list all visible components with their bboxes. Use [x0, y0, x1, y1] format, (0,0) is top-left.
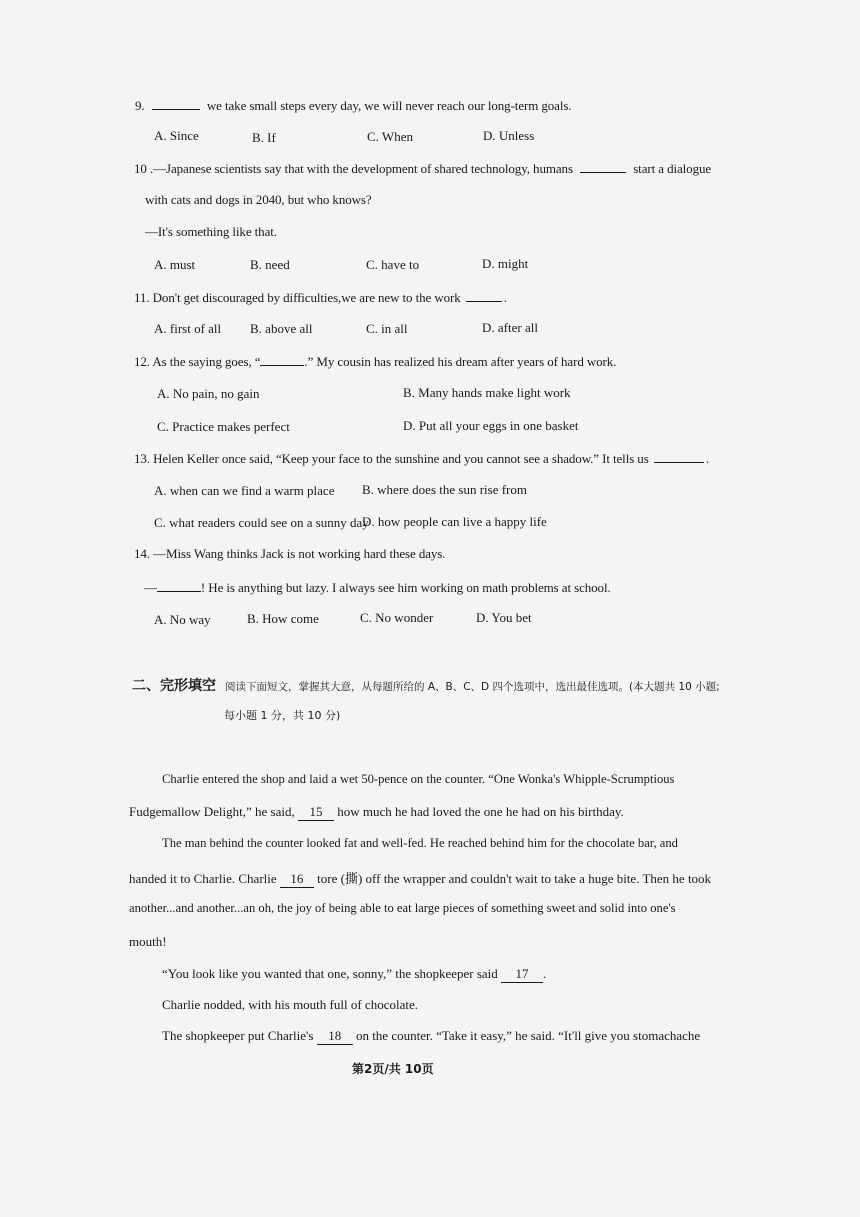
- passage-text: The shopkeeper put Charlie's: [162, 1028, 314, 1043]
- option-b: B. need: [250, 257, 290, 272]
- answer-blank: [260, 353, 304, 366]
- question-text: Helen Keller once said, “Keep your face to the sunshine and you cannot see a shadow.” It tells us: [153, 451, 649, 466]
- option-b: B. How come: [247, 611, 319, 626]
- passage-line: Charlie nodded, with his mouth full of chocolate.: [162, 997, 418, 1012]
- section-title: 二、完形填空: [132, 678, 216, 694]
- passage-text: Fudgemallow Delight,” he said,: [129, 804, 295, 819]
- option-c: C. When: [367, 129, 413, 144]
- section-instruction: 阅读下面短文，掌握其大意，从每题所给的 A、B、C、D 四个选项中，选出最佳选项。(本大题共 10 小题;: [225, 681, 720, 693]
- question-text: As the saying goes, “: [152, 354, 261, 369]
- passage-line: [162, 1028, 700, 1045]
- blank-15: 15: [298, 804, 334, 821]
- question-number: 12.: [134, 354, 150, 369]
- question-10: [134, 160, 711, 177]
- answer-blank: [466, 289, 502, 302]
- passage-text: “You look like you wanted that one, sonny,” the shopkeeper said: [162, 966, 498, 981]
- option-b: B. If: [252, 130, 276, 145]
- option-a: A. No way: [154, 612, 211, 627]
- option-d: D. Unless: [483, 128, 535, 143]
- question-10-line3: —It's something like that.: [145, 224, 277, 239]
- blank-16: 16: [280, 871, 314, 888]
- passage-line: mouth!: [129, 934, 167, 949]
- option-c: C. Practice makes perfect: [157, 419, 290, 434]
- question-text: ! He is anything but lazy. I always see him working on math problems at school.: [200, 580, 611, 595]
- question-number: 11.: [134, 290, 150, 305]
- option-a: A. when can we find a warm place: [154, 483, 335, 498]
- passage-line: Charlie entered the shop and laid a wet 50-pence on the counter. “One Wonka's Whipple-Scrumptious: [162, 772, 675, 786]
- option-a: A. first of all: [154, 321, 222, 336]
- question-14-line2: — ! He is anything but lazy. I always see him working on math problems at school.: [144, 580, 611, 595]
- option-d: D. how people can live a happy life: [362, 514, 547, 529]
- option-c: C. No wonder: [360, 610, 434, 625]
- option-c: C. what readers could see on a sunny day: [154, 515, 369, 530]
- option-a: A. must: [154, 257, 196, 272]
- question-number: 14.: [134, 546, 150, 561]
- question-11: 11. Don't get discouraged by difficulties,we are new to the work .: [134, 290, 507, 305]
- section-instruction-2: 每小题 1 分，共 10 分): [224, 709, 341, 722]
- question-9: [135, 97, 571, 114]
- option-d: D. You bet: [476, 610, 532, 625]
- passage-text: how much he had loved the one he had on his birthday.: [337, 804, 624, 819]
- passage-text: tore (撕) off the wrapper and couldn't wait to take a huge bite. Then he took: [317, 871, 712, 886]
- question-10-line2: with cats and dogs in 2040, but who knows?: [145, 192, 372, 207]
- option-a: A. No pain, no gain: [157, 386, 260, 401]
- answer-blank: [580, 160, 626, 173]
- option-d: D. might: [482, 256, 529, 271]
- option-b: B. above all: [250, 321, 313, 336]
- question-text: Don't get discouraged by difficulties,we are new to the work: [152, 290, 461, 305]
- question-number: 9.: [135, 98, 145, 113]
- passage-line: [129, 804, 624, 821]
- option-c: C. in all: [366, 321, 408, 336]
- question-text: we take small steps every day, we will never reach our long-term goals.: [206, 98, 572, 113]
- question-13: 13. Helen Keller once said, “Keep your face to the sunshine and you cannot see a shadow.” It tells us .: [134, 451, 709, 466]
- passage-line: [129, 868, 711, 888]
- option-c: C. have to: [366, 257, 420, 272]
- option-d: D. after all: [482, 320, 538, 335]
- passage-text: .: [543, 966, 547, 981]
- passage-line: The man behind the counter looked fat and well-fed. He reached behind him for the chocolate bar, and: [162, 836, 678, 850]
- question-number: 13.: [134, 451, 150, 466]
- answer-blank: [654, 450, 704, 463]
- question-14: [134, 546, 445, 562]
- page-footer: 第2页/共 10页: [352, 1062, 434, 1076]
- option-a: A. Since: [154, 128, 199, 143]
- question-12: [134, 353, 616, 370]
- question-text: —Miss Wang thinks Jack is not working hard these days.: [153, 546, 446, 561]
- question-number: 10 .: [134, 161, 154, 176]
- passage-line: [162, 966, 546, 983]
- option-b: B. Many hands make light work: [403, 385, 571, 400]
- section-heading: [132, 675, 720, 695]
- question-text: —Japanese scientists say that with the development of shared technology, humans: [153, 161, 573, 176]
- option-d: D. Put all your eggs in one basket: [403, 418, 579, 433]
- passage-text: on the counter. “Take it easy,” he said. “It'll give you stomachache: [355, 1028, 701, 1043]
- option-b: B. where does the sun rise from: [362, 482, 527, 497]
- blank-18: 18: [317, 1028, 353, 1045]
- passage-line: another...and another...an oh, the joy of being able to eat large pieces of something sweet and solid into one's: [129, 901, 676, 915]
- question-text-tail: start a dialogue: [633, 161, 712, 176]
- passage-text: handed it to Charlie. Charlie: [129, 871, 277, 886]
- question-text-tail: .” My cousin has realized his dream after years of hard work.: [304, 354, 617, 369]
- answer-blank: [157, 579, 201, 592]
- blank-17: 17: [501, 966, 543, 983]
- answer-blank: [152, 97, 200, 110]
